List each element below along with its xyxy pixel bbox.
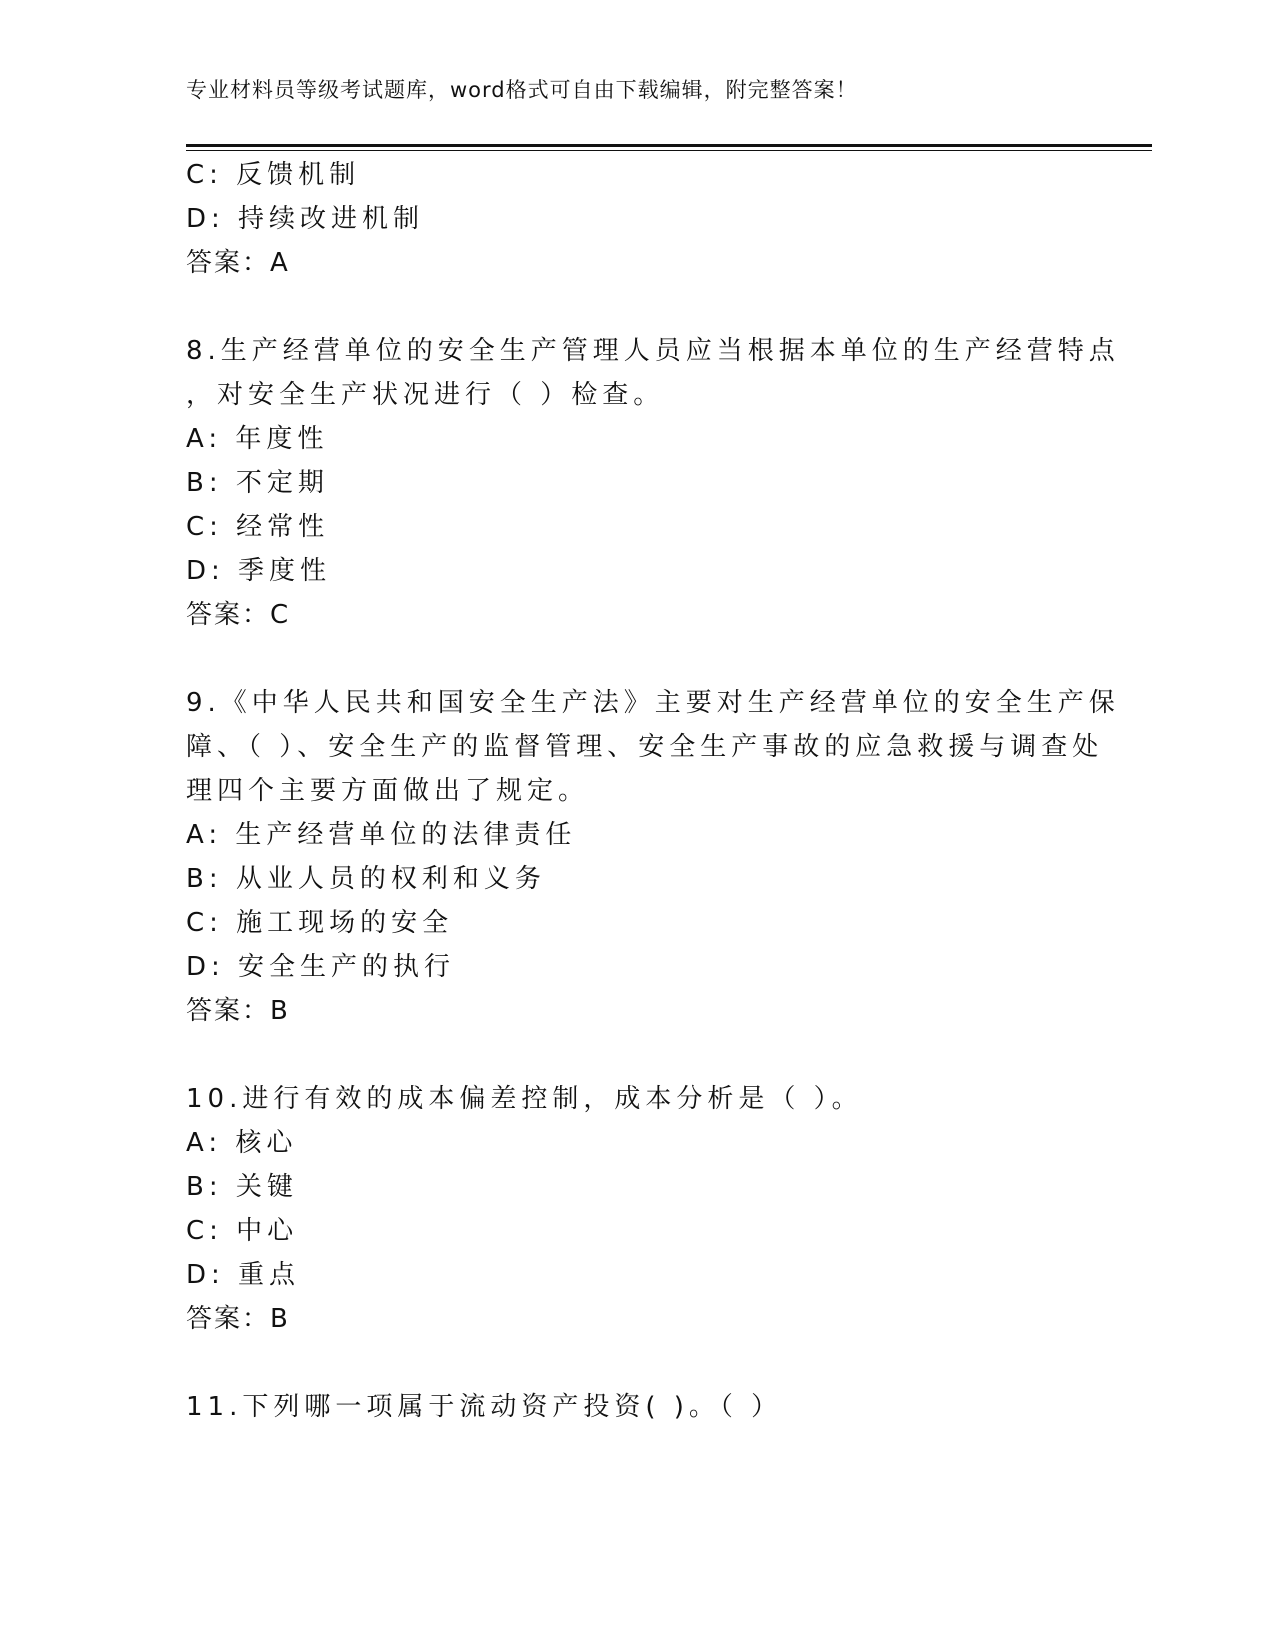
q8-option-d: D: 季度性 bbox=[186, 556, 332, 586]
q8-answer: 答案：C bbox=[186, 600, 291, 630]
q11-stem-line-1: 11.下列哪一项属于流动资产投资( )。（ ） bbox=[186, 1392, 783, 1422]
prev-option-c: C: 反馈机制 bbox=[186, 160, 361, 190]
q9-answer: 答案：B bbox=[186, 996, 290, 1026]
q8-option-a: A: 年度性 bbox=[186, 424, 329, 454]
q10-option-a: A: 核心 bbox=[186, 1128, 298, 1158]
q9-stem-line-2: 障、（ ）、安全生产的监督管理、安全生产事故的应急救援与调查处 bbox=[186, 732, 1104, 762]
q10-option-b: B: 关键 bbox=[186, 1172, 298, 1202]
q9-option-a: A: 生产经营单位的法律责任 bbox=[186, 820, 577, 850]
q10-stem-line-1: 10.进行有效的成本偏差控制，成本分析是（ ）。 bbox=[186, 1084, 863, 1114]
q9-stem-line-1: 9.《中华人民共和国安全生产法》主要对生产经营单位的安全生产保 bbox=[186, 688, 1120, 718]
prev-option-d: D: 持续改进机制 bbox=[186, 204, 425, 234]
prev-answer: 答案：A bbox=[186, 248, 290, 278]
q10-option-c: C: 中心 bbox=[186, 1216, 299, 1246]
q9-option-c: C: 施工现场的安全 bbox=[186, 908, 454, 938]
page-header: 专业材料员等级考试题库，word格式可自由下载编辑，附完整答案！ bbox=[186, 78, 858, 102]
q8-option-b: B: 不定期 bbox=[186, 468, 329, 498]
q8-stem-line-1: 8.生产经营单位的安全生产管理人员应当根据本单位的生产经营特点 bbox=[186, 336, 1120, 366]
q9-stem-line-3: 理四个主要方面做出了规定。 bbox=[186, 776, 590, 806]
q9-option-b: B: 从业人员的权利和义务 bbox=[186, 864, 546, 894]
q10-answer: 答案：B bbox=[186, 1304, 290, 1334]
q9-option-d: D: 安全生产的执行 bbox=[186, 952, 456, 982]
q10-option-d: D: 重点 bbox=[186, 1260, 301, 1290]
q8-option-c: C: 经常性 bbox=[186, 512, 330, 542]
header-rule-thick bbox=[186, 144, 1152, 147]
header-rule-thin bbox=[186, 150, 1152, 151]
q8-stem-line-2: ，对安全生产状况进行（ ）检查。 bbox=[186, 380, 665, 410]
